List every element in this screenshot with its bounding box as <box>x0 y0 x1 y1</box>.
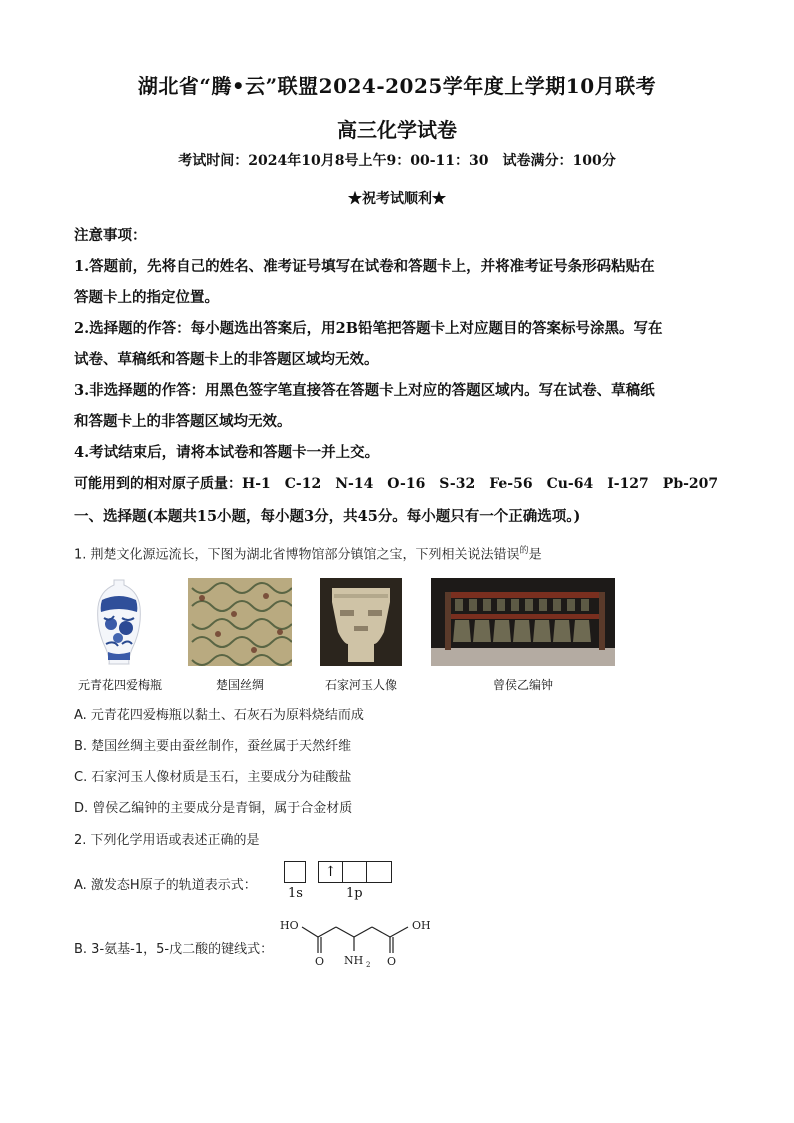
q1-option-a: A. 元青花四爱梅瓶以黏土、石灰石为原料烧结而成 <box>74 708 364 723</box>
chime-bells-image <box>431 578 615 666</box>
q1-option-c: C. 石家河玉人像材质是玉石，主要成分为硅酸盐 <box>74 770 352 785</box>
amino-subscript: 2 <box>366 961 371 969</box>
wish-line: ★祝考试顺利★ <box>348 191 446 207</box>
jade-figure-image <box>320 578 402 666</box>
q2-option-a: A. 激发态H原子的轨道表示式： <box>74 878 257 893</box>
label-1p: 1p <box>346 886 363 901</box>
orbital-1p-boxes <box>318 861 392 883</box>
orbital-1s-box <box>284 861 306 883</box>
note-line: 答题卡上的指定位置。 <box>74 289 219 306</box>
amino-label: NH <box>344 954 364 967</box>
label-1s: 1s <box>288 886 303 901</box>
carbonyl-o-label-2: O <box>387 955 397 968</box>
silk-image <box>188 578 292 666</box>
note-line: 2.选择题的作答：每小题选出答案后，用2B铅笔把答题卡上对应题目的答案标号涂黑。写在 <box>74 320 663 337</box>
note-line: 试卷、草稿纸和答题卡上的非答题区域均无效。 <box>74 351 379 368</box>
caption-jade-figure: 石家河玉人像 <box>324 678 397 692</box>
note-line: 1.答题前，先将自己的姓名、准考证号填写在试卷和答题卡上，并将准考证号条形码粘贴在 <box>74 258 655 275</box>
note-line: 3.非选择题的作答：用黑色签字笔直接答在答题卡上对应的答题区域内。写在试卷、草稿纸 <box>74 382 655 399</box>
orbital-empty-box <box>343 862 367 882</box>
atomic-masses: 可能用到的相对原子质量：H-1 C-12 N-14 O-16 S-32 Fe-56 Cu-64 I-127 Pb-207 <box>74 476 719 492</box>
caption-silk: 楚国丝绸 <box>215 678 264 692</box>
notes-heading: 注意事项： <box>74 227 147 244</box>
vase-image <box>92 578 146 666</box>
exam-subtitle: 高三化学试卷 <box>337 118 457 142</box>
oh-label: OH <box>412 919 431 932</box>
exam-title: 湖北省“腾•云”联盟2024-2025学年度上学期10月联考 <box>137 74 657 98</box>
up-arrow-icon: ↑ <box>319 862 343 882</box>
q2-option-b: B. 3-氨基-1，5-戊二酸的键线式： <box>74 942 274 957</box>
note-line: 4.考试结束后，请将本试卷和答题卡一并上交。 <box>74 444 380 461</box>
orbital-empty-box <box>367 862 391 882</box>
question-2-stem: 2. 下列化学用语或表述正确的是 <box>74 833 260 848</box>
question-1-stem <box>74 543 542 562</box>
exam-info: 考试时间：2024年10月8号上午9：00-11：30 试卷满分：100分 <box>178 153 616 169</box>
note-line: 和答题卡上的非答题区域均无效。 <box>74 413 292 430</box>
skeletal-formula <box>278 915 448 975</box>
caption-chime-bells: 曾侯乙编钟 <box>492 678 553 692</box>
question-1-text: 1. 荆楚文化源远流长，下图为湖北省博物馆部分镇馆之宝，下列相关说法错误 <box>74 547 520 563</box>
q1-option-b: B. 楚国丝绸主要由蚕丝制作，蚕丝属于天然纤维 <box>74 739 352 754</box>
question-1-end: 是 <box>528 547 542 563</box>
ho-label: HO <box>280 919 299 932</box>
carbonyl-o-label-1: O <box>315 955 325 968</box>
section-heading: 一、选择题(本题共15小题，每小题3分，共45分。每小题只有一个正确选项。) <box>74 508 581 525</box>
caption-vase: 元青花四爱梅瓶 <box>77 678 162 692</box>
question-1-ruby: 的 <box>519 546 529 556</box>
q1-option-d: D. 曾侯乙编钟的主要成分是青铜，属于合金材质 <box>74 801 353 816</box>
